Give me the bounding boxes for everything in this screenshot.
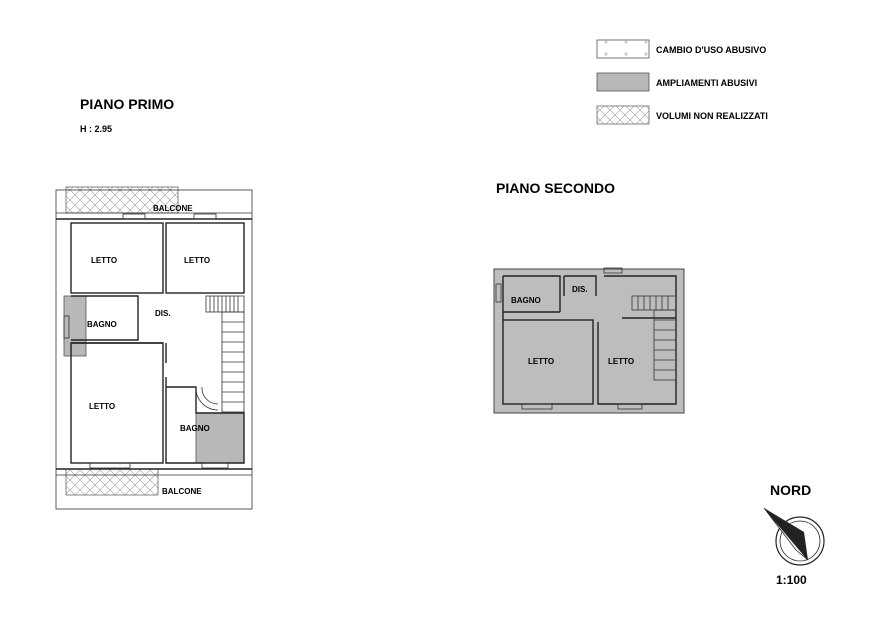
bagno-1-abusivo [64, 296, 86, 356]
piano-primo-stairs [196, 296, 244, 412]
label-balcone-bottom: BALCONE [162, 487, 202, 496]
label-letto-3: LETTO [89, 402, 116, 411]
label-bagno-sec: BAGNO [511, 296, 541, 305]
scale-label: 1:100 [776, 573, 807, 587]
label-bagno-1: BAGNO [87, 320, 117, 329]
label-balcone-top: BALCONE [153, 204, 193, 213]
label-bagno-2: BAGNO [180, 424, 210, 433]
label-letto-sec-2: LETTO [608, 357, 635, 366]
north-arrow-icon [764, 508, 824, 565]
legend-swatch-ampliamenti [597, 73, 649, 91]
legend [597, 40, 768, 124]
piano-primo-title: PIANO PRIMO [80, 96, 175, 112]
legend-swatch-cambio-uso [597, 40, 649, 58]
room-letto-3 [71, 343, 163, 463]
piano-secondo-title: PIANO SECONDO [496, 180, 616, 196]
label-letto-2: LETTO [184, 256, 211, 265]
label-letto-1: LETTO [91, 256, 118, 265]
legend-swatch-volumi [597, 106, 649, 124]
piano-secondo-plan [494, 268, 684, 413]
label-dis-primo: DIS. [155, 309, 171, 318]
label-letto-sec-1: LETTO [528, 357, 555, 366]
north-label: NORD [770, 482, 812, 498]
legend-label-volumi: VOLUMI NON REALIZZATI [656, 111, 768, 121]
piano-secondo-outline [494, 269, 684, 413]
piano-primo-height: H : 2.95 [80, 124, 113, 134]
label-dis-sec: DIS. [572, 285, 588, 294]
balcone-bottom-hatch [66, 469, 158, 495]
legend-label-ampliamenti: AMPLIAMENTI ABUSIVI [656, 78, 758, 88]
piano-primo-plan [56, 187, 252, 509]
bagno-2-abusivo [196, 413, 244, 463]
legend-label-cambio-uso: CAMBIO D'USO ABUSIVO [656, 45, 767, 55]
